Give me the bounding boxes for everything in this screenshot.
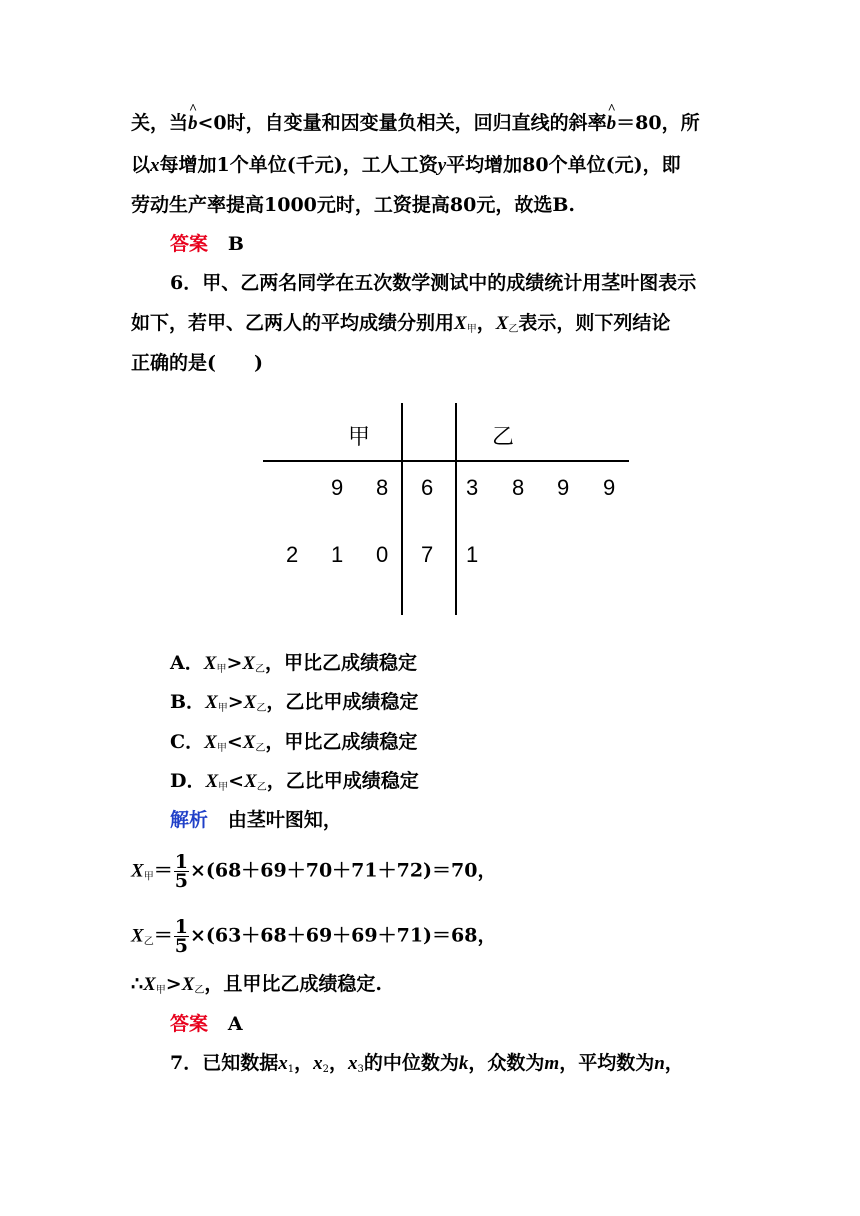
variable-X: X (181, 974, 195, 995)
fraction-one-fifth (174, 918, 189, 955)
text-segment: 以 (131, 154, 151, 176)
conclusion-line (131, 971, 382, 1004)
variable-X: X (203, 653, 217, 674)
variable-x: x (313, 1053, 323, 1074)
equals-sign: ＝ (153, 859, 173, 882)
header-yi: 乙 (492, 424, 515, 449)
text-segment: 如下，若甲、乙两人的平均成绩分别用 (131, 312, 455, 334)
option-c (170, 729, 417, 762)
therefore-symbol: ∴ (131, 973, 144, 995)
stem: 6 (421, 475, 434, 500)
option-text: ，乙比甲成绩稳定 (266, 691, 419, 713)
subscript-yi: 乙 (256, 703, 267, 714)
fraction-numerator: 1 (174, 916, 188, 938)
option-text: ，乙比甲成绩稳定 (266, 770, 419, 792)
stem-right-divider (455, 403, 457, 615)
option-text: ，甲比乙成绩稳定 (265, 731, 418, 753)
variable-y: y (437, 155, 447, 176)
subscript-jia: 甲 (143, 871, 154, 883)
answer-label: 答案 (170, 1013, 209, 1035)
leaf-left: 2 (286, 542, 299, 567)
variable-X: X (204, 732, 217, 753)
option-text: ，甲比乙成绩稳定 (265, 652, 418, 674)
option-a (170, 650, 417, 683)
comparison-operator: > (226, 652, 243, 674)
solution-intro (170, 807, 342, 833)
subscript-yi: 乙 (255, 743, 266, 754)
b-hat-symbol: ^ b (607, 111, 617, 137)
subscript-jia: 甲 (216, 664, 227, 675)
variable-x: x (278, 1053, 288, 1074)
subscript-jia: 甲 (217, 703, 228, 714)
comparison-operator: > (227, 691, 244, 713)
subscript-jia: 甲 (466, 324, 477, 335)
fraction-one-fifth (174, 853, 189, 890)
answer-value: B (227, 233, 244, 255)
variable-X: X (131, 860, 144, 882)
text-segment: 表示，则下列结论 (518, 312, 671, 334)
leaf-right: 1 (466, 542, 479, 567)
question-6-line (131, 310, 670, 343)
subscript-jia: 甲 (155, 985, 166, 996)
answer-line (170, 1011, 243, 1037)
text-line (131, 110, 700, 137)
option-letter: D． (170, 770, 206, 792)
variable-X: X (243, 692, 257, 713)
subscript-yi: 乙 (255, 664, 266, 675)
header-divider (263, 460, 629, 462)
leaf-right: 8 (512, 475, 525, 500)
variable-X: X (495, 313, 509, 334)
text-segment: ， (664, 1052, 684, 1074)
leaf-left: 1 (331, 542, 344, 567)
variable-m: m (544, 1053, 560, 1074)
leaf-right: 9 (557, 475, 570, 500)
equals-sign: ＝ (153, 924, 173, 947)
text-segment: 每增加1个单位(千元)，工人工资 (159, 154, 438, 176)
conclusion-text: ，且甲比乙成绩稳定. (204, 973, 383, 995)
subscript-yi: 乙 (508, 324, 519, 335)
subscript: 3 (357, 1064, 364, 1075)
option-b (170, 689, 418, 722)
subscript-yi: 乙 (194, 985, 205, 996)
text-segment: ，平均数为 (559, 1052, 655, 1074)
question-6-line: 6．甲、乙两名同学在五次数学测试中的成绩统计用茎叶图表示 (170, 272, 697, 294)
comparison-operator: < (226, 731, 243, 753)
mean-jia-equation (131, 853, 496, 891)
variable-X: X (244, 771, 257, 792)
question-6-line: 正确的是( ) (131, 352, 263, 374)
variable-X: X (205, 692, 218, 713)
text-segment: <0时，自变量和因变量负相关，回归直线的斜率 (197, 112, 607, 134)
text-segment: 平均增加80个单位(元)，即 (446, 154, 681, 176)
leaf-right: 9 (603, 475, 616, 500)
solution-label: 解析 (170, 809, 209, 831)
equation-rhs: ×(68＋69＋70＋71＋72)＝70， (189, 859, 497, 882)
text-line: 劳动生产率提高1000元时，工资提高80元，故选B. (131, 194, 575, 216)
variable-x: x (348, 1053, 358, 1074)
leaf-left: 0 (376, 542, 389, 567)
mean-yi-equation (131, 918, 496, 956)
subscript-yi: 乙 (256, 782, 267, 793)
comparison-operator: > (165, 973, 182, 995)
fraction-denominator: 5 (174, 935, 188, 957)
leaf-right: 3 (466, 475, 479, 500)
question-7-line (170, 1050, 684, 1083)
option-letter: A． (170, 652, 204, 674)
text-line (131, 152, 681, 179)
text-segment: ，众数为 (468, 1052, 545, 1074)
text-segment: 的中位数为 (363, 1052, 459, 1074)
leaf-left: 9 (331, 475, 344, 500)
stem-left-divider (401, 403, 403, 615)
subscript-jia: 甲 (218, 782, 229, 793)
text-segment: ＝80，所 (616, 112, 700, 134)
header-jia: 甲 (348, 424, 371, 449)
variable-X: X (143, 974, 156, 995)
subscript-jia: 甲 (216, 743, 227, 754)
text-segment: ， (294, 1052, 314, 1074)
fraction-numerator: 1 (174, 851, 188, 873)
variable-X: X (242, 653, 256, 674)
option-letter: B． (170, 691, 206, 713)
fraction-denominator: 5 (174, 870, 188, 892)
text-segment: ， (329, 1052, 349, 1074)
answer-label: 答案 (170, 233, 209, 255)
subscript-yi: 乙 (143, 936, 154, 948)
text-segment: 7．已知数据 (170, 1052, 279, 1074)
answer-value: A (227, 1013, 243, 1035)
comparison-operator: < (228, 770, 245, 792)
variable-x: x (150, 155, 160, 176)
stem: 7 (421, 542, 434, 567)
variable-X: X (454, 313, 467, 334)
variable-X: X (242, 732, 256, 753)
solution-text: 由茎叶图知， (227, 809, 342, 831)
subscript: 2 (322, 1064, 329, 1075)
answer-line (170, 231, 244, 257)
variable-X: X (205, 771, 219, 792)
option-d (170, 768, 419, 801)
leaf-left: 8 (376, 475, 389, 500)
variable-n: n (654, 1053, 665, 1074)
variable-k: k (458, 1053, 469, 1074)
text-segment: 关，当 (131, 112, 189, 134)
equation-rhs: ×(63＋68＋69＋69＋71)＝68， (189, 924, 497, 947)
b-hat-symbol: ^ b (188, 111, 198, 137)
text-segment: ， (476, 312, 496, 334)
variable-X: X (131, 925, 144, 947)
option-letter: C． (170, 731, 205, 753)
subscript: 1 (287, 1064, 295, 1075)
